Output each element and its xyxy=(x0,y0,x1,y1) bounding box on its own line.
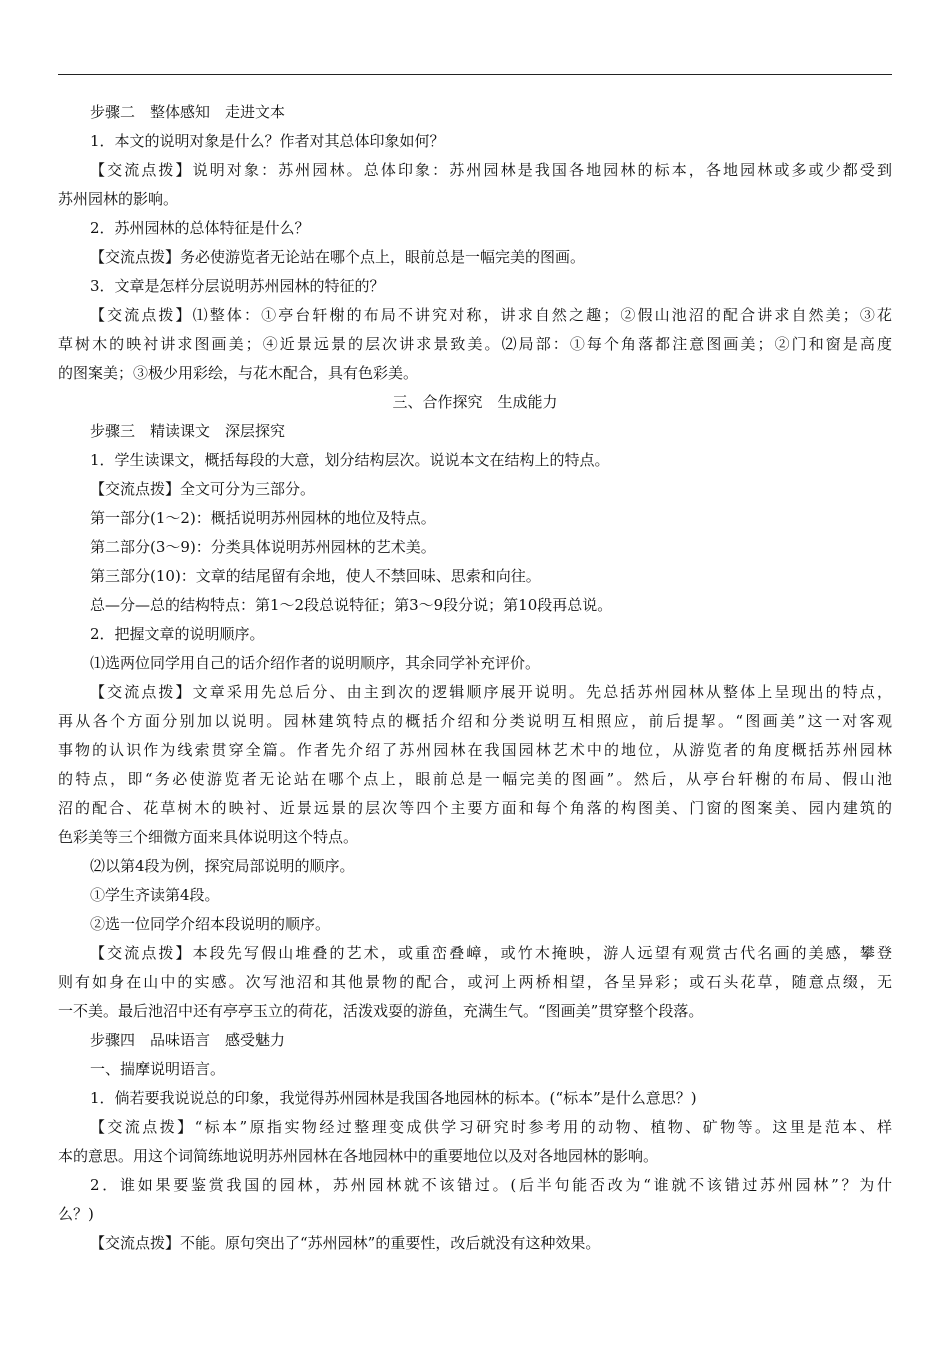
step-four-heading: 步骤四 品味语言 感受魅力 xyxy=(90,1031,286,1049)
task-2-answer-line-2: 再从各个方面分别加以说明。园林建筑特点的概括介绍和分类说明互相照应，前后提挈。“图画美”这一对客观 xyxy=(58,712,892,730)
language-question-2-line-2: 么？) xyxy=(58,1205,94,1223)
language-answer-1-line-1: 【交流点拨】“标本”原指实物经过整理变成供学习研究时参考用的动物、植物、矿物等。这里是范本、样 xyxy=(90,1118,892,1136)
task-1-answer: 【交流点拨】全文可分为三部分。 xyxy=(90,480,316,498)
answer-3-line-2: 草树木的映衬讲求图画美；④近景远景的层次讲求景致美。⑵局部：①每个角落都注意图画美；②门和窗是高度 xyxy=(58,335,892,353)
structure-summary: 总—分—总的结构特点：第1～2段总说特征；第3～9段分说；第10段再总说。 xyxy=(90,596,613,614)
subsection-language: 一、揣摩说明语言。 xyxy=(90,1060,226,1078)
part-one: 第一部分(1～2)：概括说明苏州园林的地位及特点。 xyxy=(90,509,436,527)
language-question-2-line-1: 2．谁如果要鉴赏我国的园林，苏州园林就不该错过。(后半句能否改为“谁就不该错过苏州园林”？为什 xyxy=(90,1176,892,1194)
task-2-sub-1: ⑴选两位同学用自己的话介绍作者的说明顺序，其余同学补充评价。 xyxy=(90,654,541,672)
answer-2: 【交流点拨】务必使游览者无论站在哪个点上，眼前总是一幅完美的图画。 xyxy=(90,248,586,266)
task-2: 2．把握文章的说明顺序。 xyxy=(90,625,265,643)
task-2-sub-2-step-1: ①学生齐读第4段。 xyxy=(90,886,220,904)
step-three-heading: 步骤三 精读课文 深层探究 xyxy=(90,422,286,440)
language-answer-2: 【交流点拨】不能。原句突出了“苏州园林”的重要性，改后就没有这种效果。 xyxy=(90,1234,601,1252)
task-2-answer-line-6: 色彩美等三个细微方面来具体说明这个特点。 xyxy=(58,828,359,846)
answer-1-line-1: 【交流点拨】说明对象：苏州园林。总体印象：苏州园林是我国各地园林的标本，各地园林或多或少都受到 xyxy=(90,161,892,179)
task-2-sub-2-step-2: ②选一位同学介绍本段说明的顺序。 xyxy=(90,915,331,933)
question-1: 1．本文的说明对象是什么？作者对其总体印象如何？ xyxy=(90,132,445,150)
header-rule xyxy=(58,74,892,75)
document-body xyxy=(58,98,892,1258)
section-three-heading: 三、合作探究 生成能力 xyxy=(392,393,558,411)
task-2-answer-line-4: 的特点，即“务必使游览者无论站在哪个点上，眼前总是一幅完美的图画”。然后，从亭台轩榭的布局、假山池 xyxy=(58,770,892,788)
task-2-answer-line-1: 【交流点拨】文章采用先总后分、由主到次的逻辑顺序展开说明。先总括苏州园林从整体上呈现出的特点， xyxy=(90,683,892,701)
answer-1-line-2: 苏州园林的影响。 xyxy=(58,190,179,208)
language-answer-1-line-2: 本的意思。用这个词简练地说明苏州园林在各地园林中的重要地位以及对各地园林的影响。 xyxy=(58,1147,659,1165)
part-three: 第三部分(10)：文章的结尾留有余地，使人不禁回味、思索和向往。 xyxy=(90,567,541,585)
part-two: 第二部分(3～9)：分类具体说明苏州园林的艺术美。 xyxy=(90,538,436,556)
answer-3-line-3: 的图案美；③极少用彩绘，与花木配合，具有色彩美。 xyxy=(58,364,419,382)
question-3: 3．文章是怎样分层说明苏州园林的特征的？ xyxy=(90,277,385,295)
task-2-sub-2: ⑵以第4段为例，探究局部说明的顺序。 xyxy=(90,857,355,875)
answer-3-line-1: 【交流点拨】⑴整体：①亭台轩榭的布局不讲究对称，讲求自然之趣；②假山池沼的配合讲求自然美；③花 xyxy=(90,306,892,324)
question-2: 2．苏州园林的总体特征是什么？ xyxy=(90,219,310,237)
task-2-sub-answer-line-3: 一不美。最后池沼中还有亭亭玉立的荷花，活泼戏耍的游鱼，充满生气。“图画美”贯穿整个段落。 xyxy=(58,1002,704,1020)
task-1: 1．学生读课文，概括每段的大意，划分结构层次。说说本文在结构上的特点。 xyxy=(90,451,610,469)
task-2-answer-line-3: 事物的认识作为线索贯穿全篇。作者先介绍了苏州园林在我国园林艺术中的地位，从游览者的角度概括苏州园林 xyxy=(58,741,892,759)
step-two-heading: 步骤二 整体感知 走进文本 xyxy=(90,103,286,121)
task-2-answer-line-5: 沼的配合、花草树木的映衬、近景远景的层次等四个主要方面和每个角落的构图美、门窗的图案美、园内建筑的 xyxy=(58,799,892,817)
task-2-sub-answer-line-1: 【交流点拨】本段先写假山堆叠的艺术，或重峦叠嶂，或竹木掩映，游人远望有观赏古代名画的美感，攀登 xyxy=(90,944,892,962)
language-question-1: 1．倘若要我说说总的印象，我觉得苏州园林是我国各地园林的标本。(“标本”是什么意思？) xyxy=(90,1089,697,1107)
task-2-sub-answer-line-2: 则有如身在山中的实感。次写池沼和其他景物的配合，或河上两桥相望，各呈异彩；或石头花草，随意点缀，无 xyxy=(58,973,892,991)
